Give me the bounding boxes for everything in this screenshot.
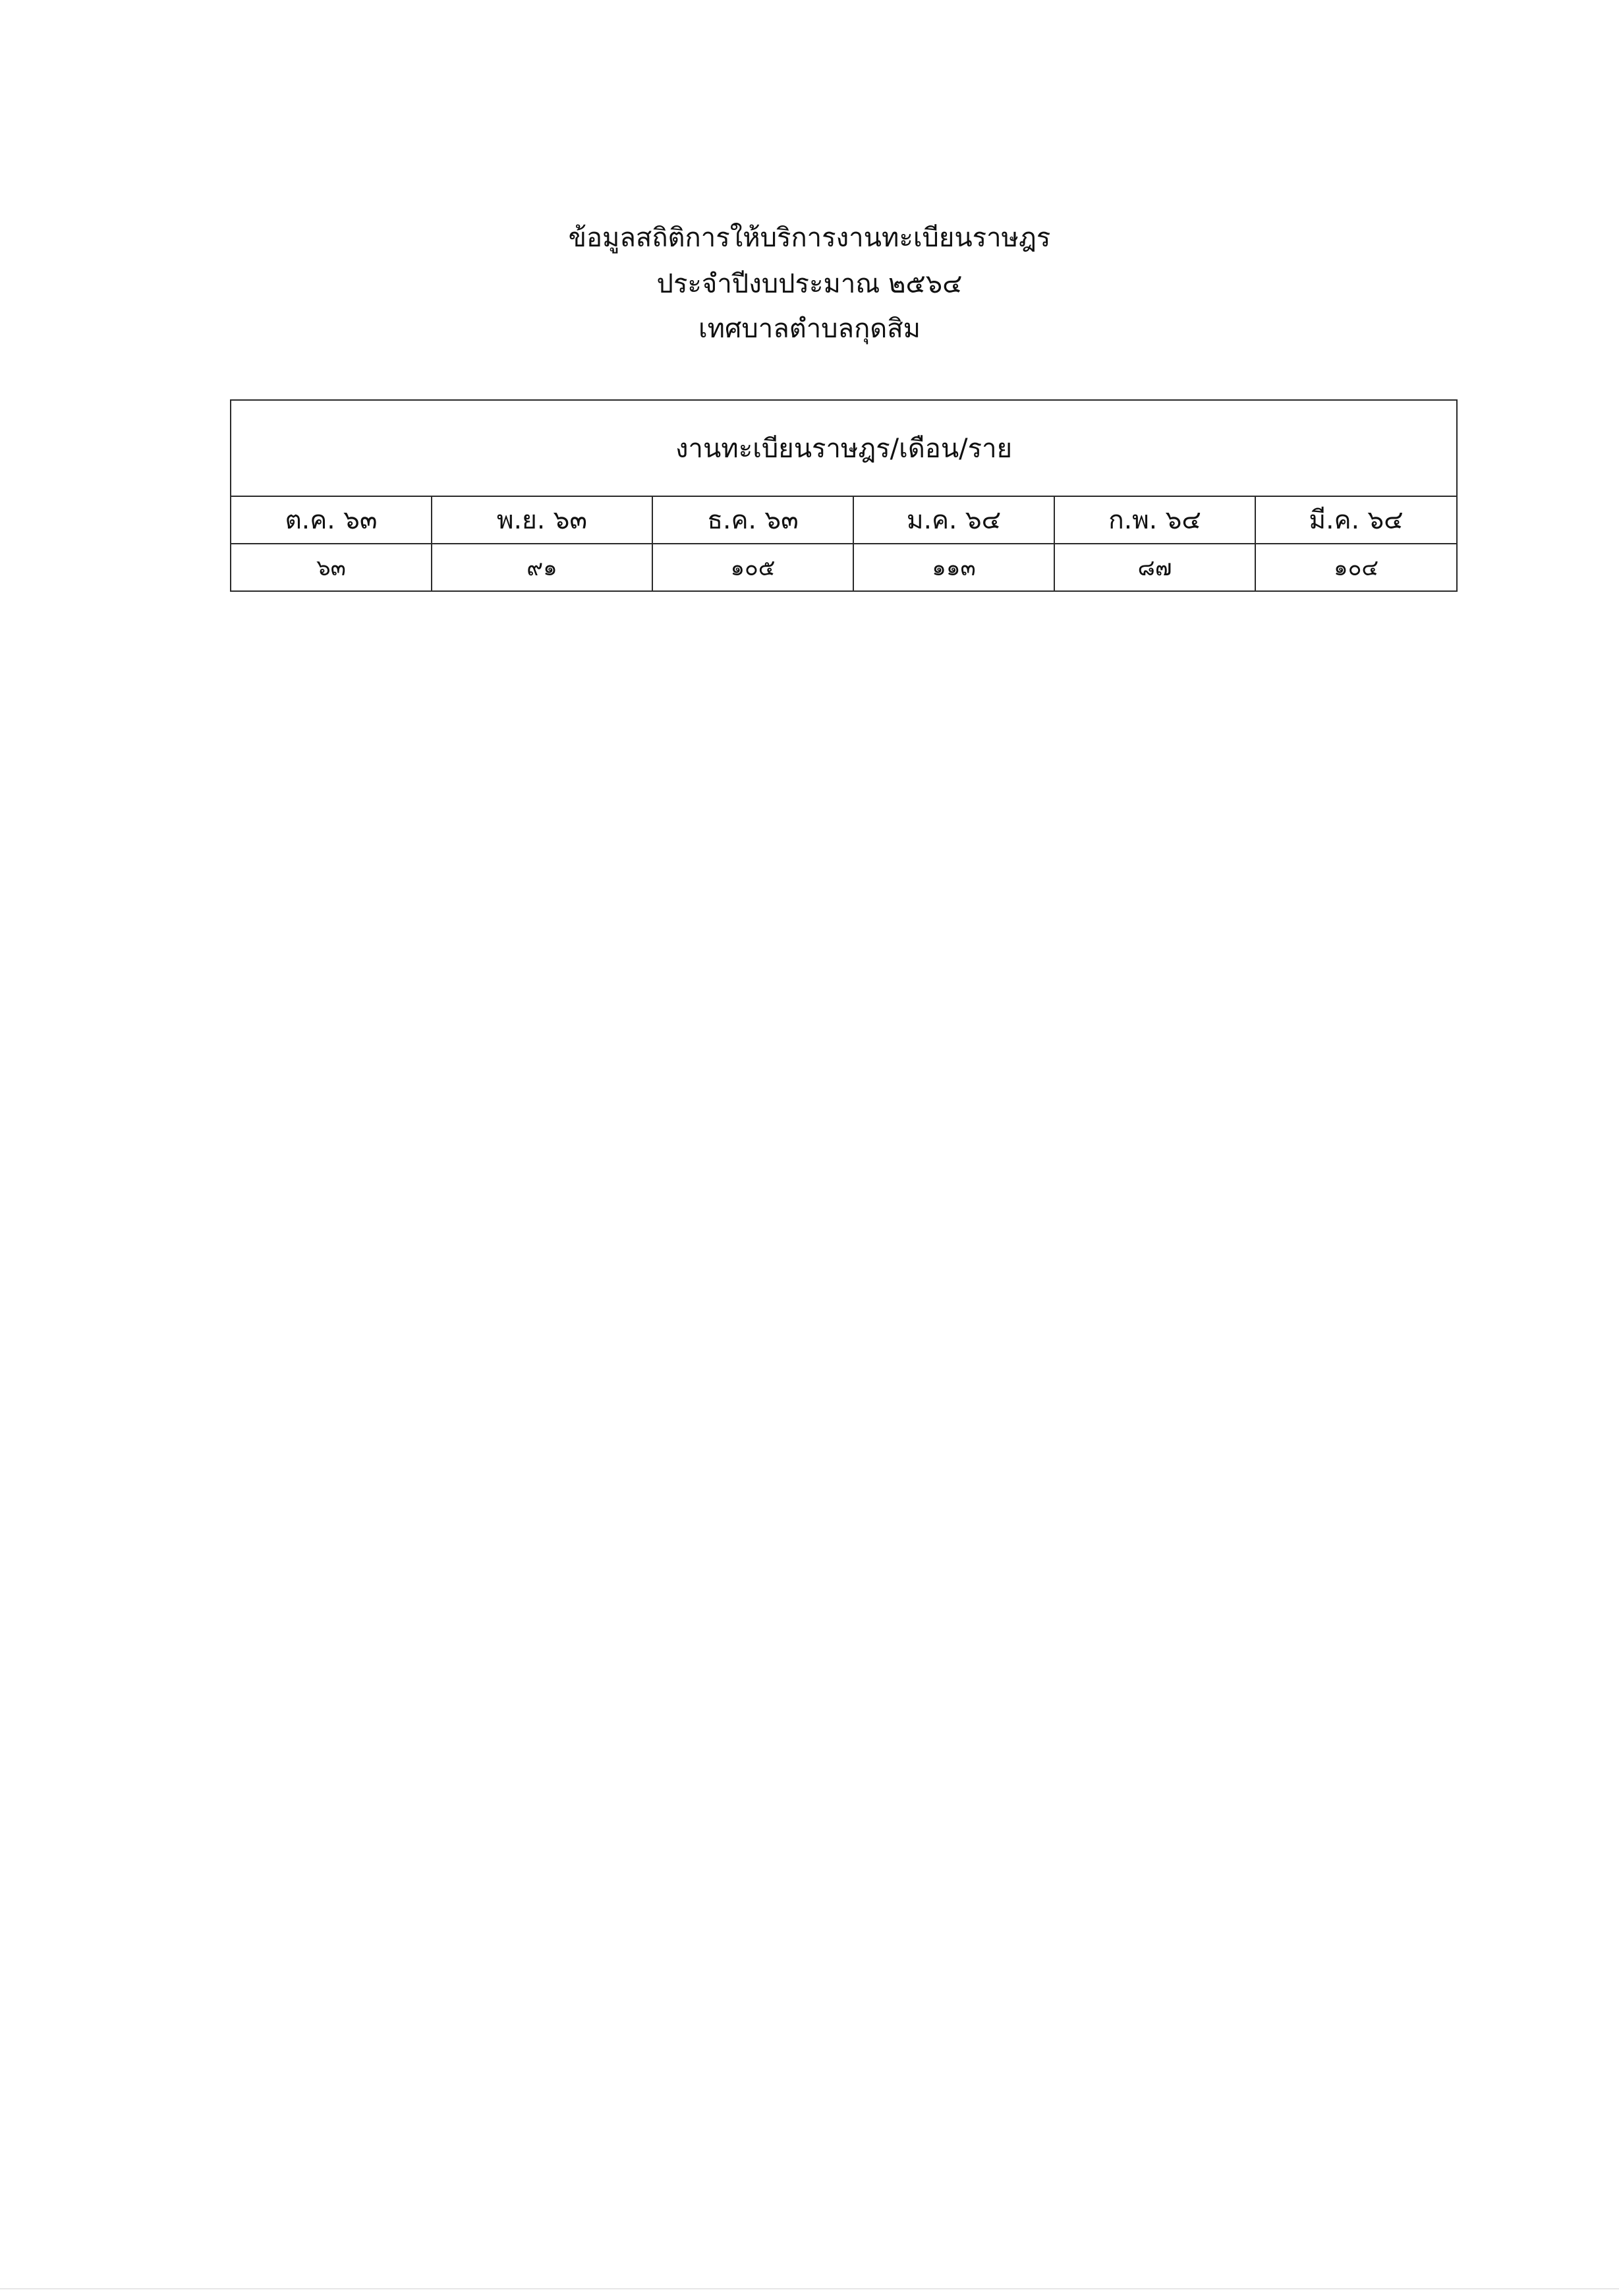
organization-name: เทศบาลตำบลกุดสิม <box>698 314 921 344</box>
month-header-nov-63: พ.ย. ๖๓ <box>432 496 652 544</box>
registration-stats-table <box>230 399 1458 592</box>
fiscal-year-subtitle: ประจำปีงบประมาณ ๒๕๖๔ <box>656 269 963 299</box>
scan-bottom-edge <box>0 2288 1619 2289</box>
table-caption-row <box>231 400 1457 496</box>
month-header-dec-63: ธ.ค. ๖๓ <box>652 496 853 544</box>
month-header-mar-64: มี.ค. ๖๔ <box>1255 496 1457 544</box>
value-nov-63: ๙๑ <box>432 544 652 591</box>
value-row <box>231 544 1457 591</box>
value-oct-63: ๖๓ <box>231 544 432 591</box>
month-header-row <box>231 496 1457 544</box>
value-feb-64: ๘๗ <box>1054 544 1255 591</box>
value-jan-64: ๑๑๓ <box>853 544 1054 591</box>
table-caption: งานทะเบียนราษฎร/เดือน/ราย <box>231 400 1457 496</box>
document-title: ข้อมูลสถิติการให้บริการงานทะเบียนราษฎร <box>568 223 1051 253</box>
month-header-oct-63: ต.ค. ๖๓ <box>231 496 432 544</box>
month-header-feb-64: ก.พ. ๖๔ <box>1054 496 1255 544</box>
value-mar-64: ๑๐๔ <box>1255 544 1457 591</box>
month-header-jan-64: ม.ค. ๖๔ <box>853 496 1054 544</box>
value-dec-63: ๑๐๕ <box>652 544 853 591</box>
